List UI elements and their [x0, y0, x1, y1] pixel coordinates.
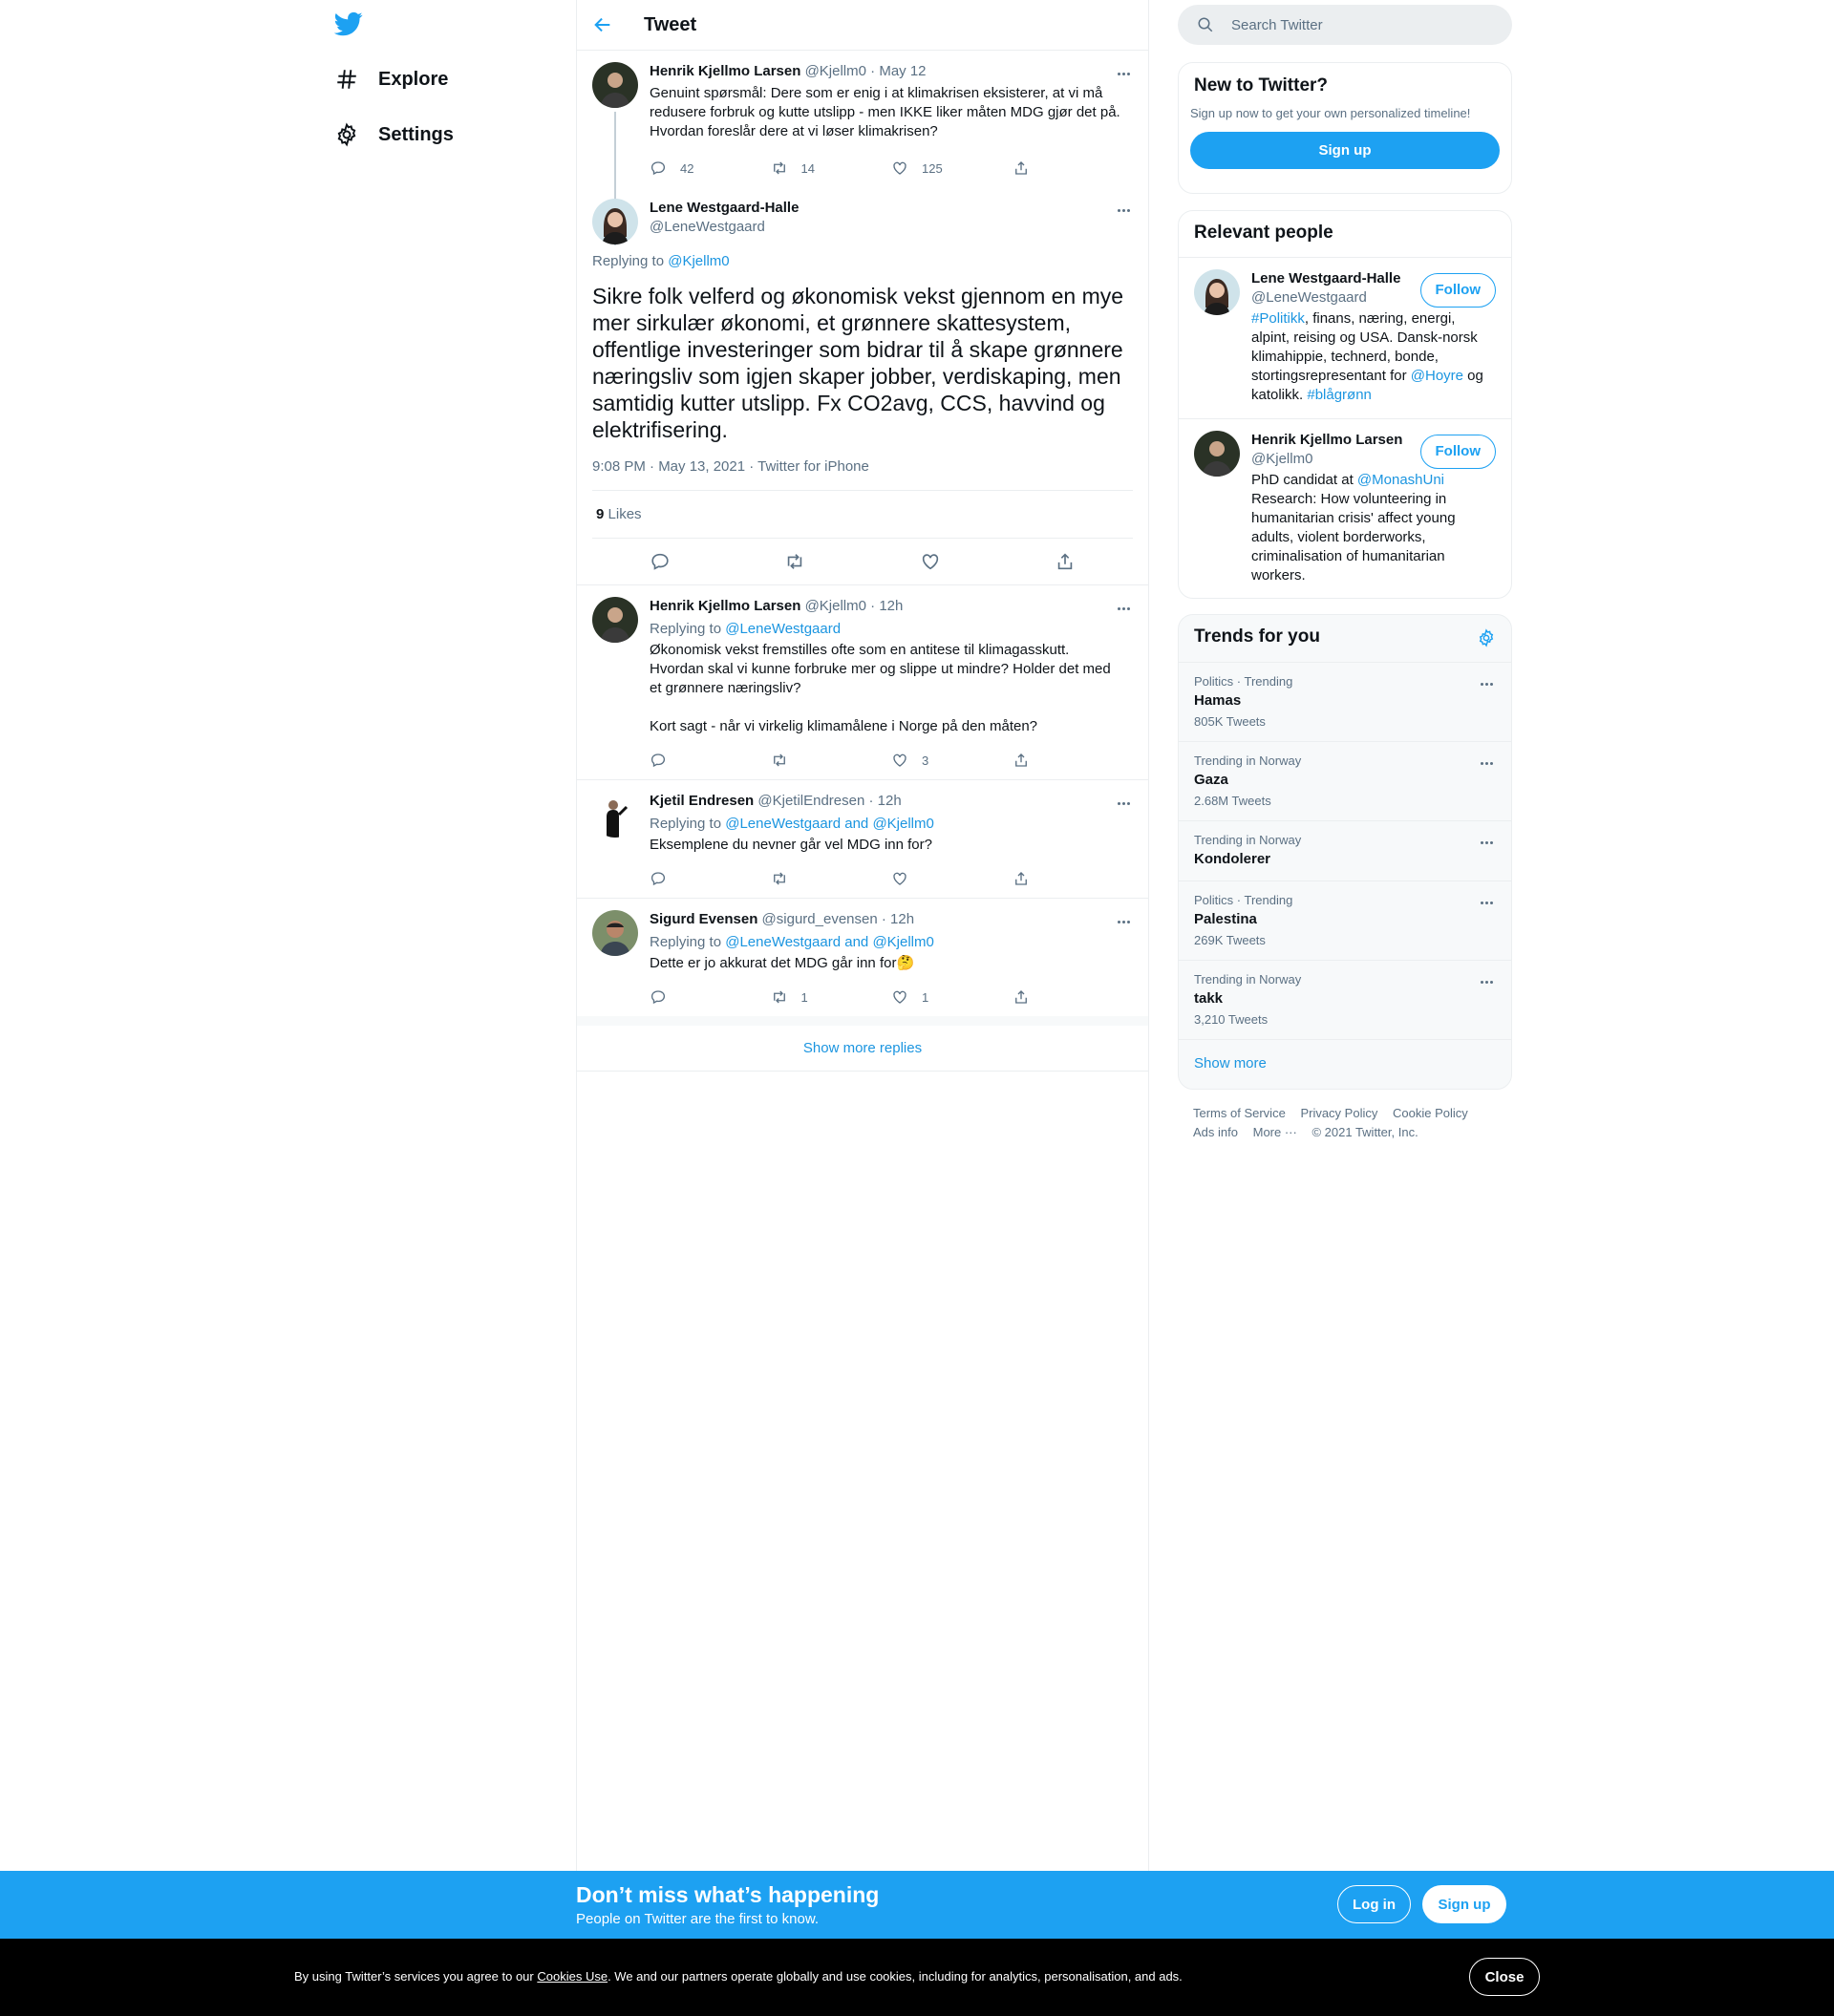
- replying-to: [650, 620, 1133, 639]
- reply-icon: [650, 159, 667, 177]
- reply-icon: [650, 988, 667, 1006]
- tweet-text: Genuint spørsmål: Dere som er enig i at klimakrisen eksisterer, at vi må redusere forbruk og kutte utslipp - men IKKE liker måten MDG gjør det på. Hvordan foreslår dere at vi løser klimakrisen?: [650, 85, 1120, 139]
- reply-icon[interactable]: [650, 551, 671, 572]
- focused-tweet: [577, 187, 1148, 585]
- reply-icon: [650, 870, 667, 887]
- more-options-icon[interactable]: [1114, 912, 1133, 931]
- tweet-timestamp[interactable]: 9:08 PM · May 13, 2021 · Twitter for iPhone: [592, 458, 1133, 491]
- trend-count: 2.68M Tweets: [1194, 794, 1271, 808]
- like-count: 9: [596, 506, 605, 522]
- retweet-button[interactable]: [771, 870, 892, 887]
- retweet-icon[interactable]: [784, 551, 805, 572]
- privacy-link[interactable]: Privacy Policy: [1300, 1106, 1378, 1120]
- trend-context: Trending in Norway: [1194, 833, 1302, 847]
- avatar[interactable]: [1194, 431, 1240, 477]
- mention-link[interactable]: @LeneWestgaard and @Kjellm0: [725, 816, 934, 832]
- retweet-count: 14: [800, 160, 815, 176]
- retweet-icon: [771, 870, 788, 887]
- trend-context: Trending in Norway: [1194, 972, 1302, 987]
- heart-icon: [891, 159, 908, 177]
- more-options-icon[interactable]: [1114, 599, 1133, 618]
- person-bio: [1251, 309, 1496, 405]
- share-icon: [1013, 870, 1030, 887]
- person-cell[interactable]: [1179, 257, 1511, 418]
- replying-prefix: Replying to: [650, 816, 722, 832]
- tweet-text: Eksemplene du nevner går vel MDG inn for?: [650, 837, 932, 853]
- trend-item[interactable]: [1179, 741, 1511, 820]
- tweet-actions: [650, 149, 1133, 187]
- signup-banner: [0, 1871, 1834, 1939]
- relevant-people-title: Relevant people: [1194, 223, 1333, 243]
- reply-tweet[interactable]: [577, 899, 1148, 1026]
- trend-count: 3,210 Tweets: [1194, 1012, 1269, 1027]
- more-options-icon[interactable]: [1114, 794, 1133, 813]
- mention-link[interactable]: @MonashUni: [1356, 472, 1445, 488]
- avatar[interactable]: [592, 792, 638, 838]
- like-button[interactable]: [891, 870, 1013, 887]
- trend-name: Gaza: [1194, 772, 1228, 788]
- nav-settings-label: Settings: [378, 123, 454, 145]
- banner-heading: Don’t miss what’s happening: [576, 1882, 880, 1907]
- person-cell[interactable]: [1179, 418, 1511, 597]
- retweet-count: 1: [800, 989, 808, 1005]
- bio-text: PhD candidat at: [1251, 472, 1357, 488]
- trend-context: Politics · Trending: [1194, 893, 1293, 907]
- cookie-bar: [0, 1939, 1834, 2016]
- follow-button[interactable]: Follow: [1420, 435, 1497, 469]
- parent-tweet[interactable]: [577, 51, 1148, 187]
- heart-icon: [891, 870, 908, 887]
- tweet-actions: [592, 539, 1133, 584]
- share-button[interactable]: [1013, 870, 1134, 887]
- person-handle[interactable]: @LeneWestgaard: [1251, 289, 1367, 306]
- cookies-use-link[interactable]: Cookies Use: [537, 1969, 608, 1984]
- tweet-time[interactable]: · 12h: [870, 598, 904, 614]
- tweet-text-2: Kort sagt - når vi virkelig klimamålene i Norge på den måten?: [650, 718, 1038, 734]
- trend-count: 269K Tweets: [1194, 933, 1266, 947]
- bio-text: og katolikk.: [1251, 368, 1483, 403]
- bio-text: , finans, næring, energi, alpint, reising og USA. Dansk-norsk klimahippie, technerd, bonde, stortingsrepresentant for: [1251, 310, 1478, 384]
- cookie-close-button[interactable]: Close: [1469, 1958, 1540, 1996]
- replying-prefix: Replying to: [650, 934, 722, 950]
- hashtag-link[interactable]: #Politikk: [1251, 310, 1305, 327]
- like-count: 3: [922, 753, 929, 768]
- avatar[interactable]: [592, 910, 638, 956]
- mention-link[interactable]: @LeneWestgaard: [725, 621, 842, 637]
- share-button[interactable]: [1013, 752, 1134, 769]
- retweet-button[interactable]: [771, 159, 892, 177]
- search-placeholder: Search Twitter: [1231, 16, 1323, 33]
- reply-count: 42: [680, 160, 694, 176]
- author-handle[interactable]: @sigurd_evensen: [761, 911, 878, 927]
- tweet-time[interactable]: · 12h: [868, 793, 902, 809]
- page-title: Tweet: [644, 13, 697, 35]
- twitter-logo-icon[interactable]: [334, 10, 365, 40]
- replying-prefix: Replying to: [650, 621, 722, 637]
- person-name[interactable]: Henrik Kjellmo Larsen: [1251, 432, 1403, 448]
- new-to-twitter-title: New to Twitter?: [1194, 75, 1329, 95]
- trend-name: Hamas: [1194, 692, 1242, 709]
- trend-name: takk: [1194, 990, 1224, 1007]
- heart-icon: [891, 988, 908, 1006]
- avatar[interactable]: [592, 62, 638, 108]
- more-options-icon[interactable]: [1477, 893, 1496, 912]
- share-button[interactable]: [1013, 159, 1134, 177]
- tweet-time[interactable]: · 12h: [881, 911, 915, 927]
- likes-label: Likes: [608, 506, 642, 522]
- retweet-icon: [771, 988, 788, 1006]
- sign-up-button[interactable]: Sign up: [1190, 132, 1500, 169]
- gear-icon: [334, 122, 359, 147]
- author-name[interactable]: Kjetil Endresen: [650, 793, 755, 809]
- more-link[interactable]: More ···: [1252, 1125, 1297, 1139]
- back-arrow-icon[interactable]: [592, 14, 613, 35]
- new-to-twitter-card: [1178, 62, 1512, 194]
- replying-prefix: Replying to: [592, 253, 665, 269]
- trend-count: 805K Tweets: [1194, 714, 1266, 729]
- retweet-icon: [771, 752, 788, 769]
- nav-explore[interactable]: [334, 60, 448, 98]
- trend-name: Palestina: [1194, 911, 1257, 927]
- heart-icon: [891, 752, 908, 769]
- cookie-suffix: . We and our partners operate globally and use cookies, including for analytics, personalisation, and ads.: [608, 1969, 1183, 1984]
- avatar[interactable]: [592, 199, 638, 244]
- ads-info-link[interactable]: Ads info: [1193, 1125, 1238, 1139]
- trend-item[interactable]: [1179, 662, 1511, 741]
- search-input[interactable]: [1178, 5, 1512, 45]
- like-button[interactable]: [891, 159, 1013, 177]
- person-handle[interactable]: @Kjellm0: [1251, 451, 1313, 467]
- trend-item[interactable]: [1179, 960, 1511, 1039]
- tweet-text: Økonomisk vekst fremstilles ofte som en antitese til klimagasskutt. Hvordan skal vi kunne forbruke mer og slippe ut mindre? Holder det med et grønnere næringsliv?: [650, 642, 1111, 696]
- reply-button[interactable]: [650, 752, 771, 769]
- trends-card: [1178, 614, 1512, 1090]
- tweet-text: Sikre folk velferd og økonomisk vekst gjennom en mye mer sirkulær økonomi, et grønnere skattesystem, offentlige investeringer som bidrar til å skape grønnere næringsliv som igjen skaper jobber, verdiskaping, men samtidig kutter utslipp. Fx CO2avg, CCS, havvind og elektrifisering.: [592, 284, 1124, 442]
- retweet-button[interactable]: [771, 752, 892, 769]
- relevant-people-card: [1178, 210, 1512, 599]
- show-more-replies-label: Show more replies: [802, 1040, 923, 1056]
- trend-item[interactable]: [1179, 881, 1511, 960]
- trend-name: Kondolerer: [1194, 851, 1271, 867]
- trend-context: Politics · Trending: [1194, 674, 1293, 689]
- reply-tweet[interactable]: [577, 585, 1148, 780]
- like-button[interactable]: [891, 988, 1013, 1006]
- banner-subtitle: People on Twitter are the first to know.: [576, 1911, 820, 1927]
- cookie-prefix: By using Twitter’s services you agree to our: [294, 1969, 538, 1984]
- tweet-date[interactable]: · May 12: [870, 63, 927, 79]
- hashtag-icon: [334, 67, 359, 92]
- show-more-replies[interactable]: [577, 1026, 1148, 1072]
- trend-context: Trending in Norway: [1194, 753, 1302, 768]
- like-button[interactable]: [891, 752, 1013, 769]
- follow-button[interactable]: Follow: [1420, 273, 1497, 308]
- copyright: © 2021 Twitter, Inc.: [1312, 1125, 1418, 1139]
- terms-link[interactable]: Terms of Service: [1193, 1106, 1286, 1120]
- reply-tweet[interactable]: [577, 780, 1148, 899]
- reply-button[interactable]: [650, 159, 771, 177]
- tweet-text: Dette er jo akkurat det MDG går inn for🤔: [650, 955, 915, 971]
- author-handle[interactable]: @Kjellm0: [804, 598, 866, 614]
- trends-show-more[interactable]: Show more: [1179, 1039, 1511, 1087]
- trend-item[interactable]: [1179, 820, 1511, 881]
- more-options-icon[interactable]: [1477, 674, 1496, 693]
- mention-link[interactable]: @Kjellm0: [668, 253, 730, 269]
- author-name[interactable]: Henrik Kjellmo Larsen: [650, 63, 801, 79]
- retweet-button[interactable]: [771, 988, 892, 1006]
- person-name[interactable]: Lene Westgaard-Halle: [1251, 270, 1401, 286]
- more-options-icon[interactable]: [1477, 972, 1496, 991]
- footer-links: [1193, 1104, 1499, 1142]
- more-options-icon[interactable]: [1114, 64, 1133, 83]
- new-to-twitter-subtitle: Sign up now to get your own personalized timeline!: [1190, 106, 1471, 120]
- search-icon: [1197, 16, 1214, 33]
- more-options-icon[interactable]: [1477, 833, 1496, 852]
- share-icon: [1013, 159, 1030, 177]
- avatar[interactable]: [592, 597, 638, 643]
- replying-to: [592, 253, 1133, 269]
- author-handle[interactable]: @LeneWestgaard: [650, 219, 765, 235]
- share-icon: [1013, 752, 1030, 769]
- more-options-icon[interactable]: [1114, 201, 1133, 220]
- hashtag-link[interactable]: #blågrønn: [1307, 387, 1372, 403]
- author-handle[interactable]: @KjetilEndresen: [757, 793, 865, 809]
- retweet-icon: [771, 159, 788, 177]
- author-name[interactable]: Henrik Kjellmo Larsen: [650, 598, 801, 614]
- nav-settings[interactable]: [334, 116, 454, 154]
- reply-icon: [650, 752, 667, 769]
- replying-to: [650, 933, 1133, 952]
- page-header: [577, 0, 1148, 51]
- reply-button[interactable]: [650, 988, 771, 1006]
- login-button[interactable]: Log in: [1337, 1885, 1411, 1923]
- avatar[interactable]: [1194, 269, 1240, 315]
- banner-signup-button[interactable]: Sign up: [1422, 1885, 1506, 1923]
- author-name[interactable]: Sigurd Evensen: [650, 911, 758, 927]
- likes-summary[interactable]: [592, 491, 1133, 539]
- bio-text: Research: How volunteering in humanitarian crisis' affect young adults, violent borderworks, criminalisation of humanitarian workers.: [1251, 491, 1456, 584]
- nav-explore-label: Explore: [378, 68, 449, 90]
- heart-icon[interactable]: [920, 551, 941, 572]
- cookie-policy-link[interactable]: Cookie Policy: [1392, 1106, 1468, 1120]
- author-name[interactable]: Lene Westgaard-Halle: [650, 200, 800, 216]
- like-count: 1: [922, 989, 929, 1005]
- author-handle[interactable]: @Kjellm0: [804, 63, 866, 79]
- replying-to: [650, 815, 1133, 834]
- person-bio: [1251, 471, 1496, 585]
- share-icon: [1013, 988, 1030, 1006]
- trends-title: Trends for you: [1194, 626, 1320, 647]
- reply-button[interactable]: [650, 870, 771, 887]
- share-icon[interactable]: [1055, 551, 1076, 572]
- gear-icon[interactable]: [1477, 628, 1496, 647]
- like-count: 125: [922, 160, 943, 176]
- more-options-icon[interactable]: [1477, 753, 1496, 773]
- cookie-text: [294, 1969, 1183, 1984]
- mention-link[interactable]: @LeneWestgaard and @Kjellm0: [725, 934, 934, 950]
- mention-link[interactable]: @Hoyre: [1410, 368, 1464, 384]
- main-column: [576, 0, 1149, 1872]
- share-button[interactable]: [1013, 988, 1134, 1006]
